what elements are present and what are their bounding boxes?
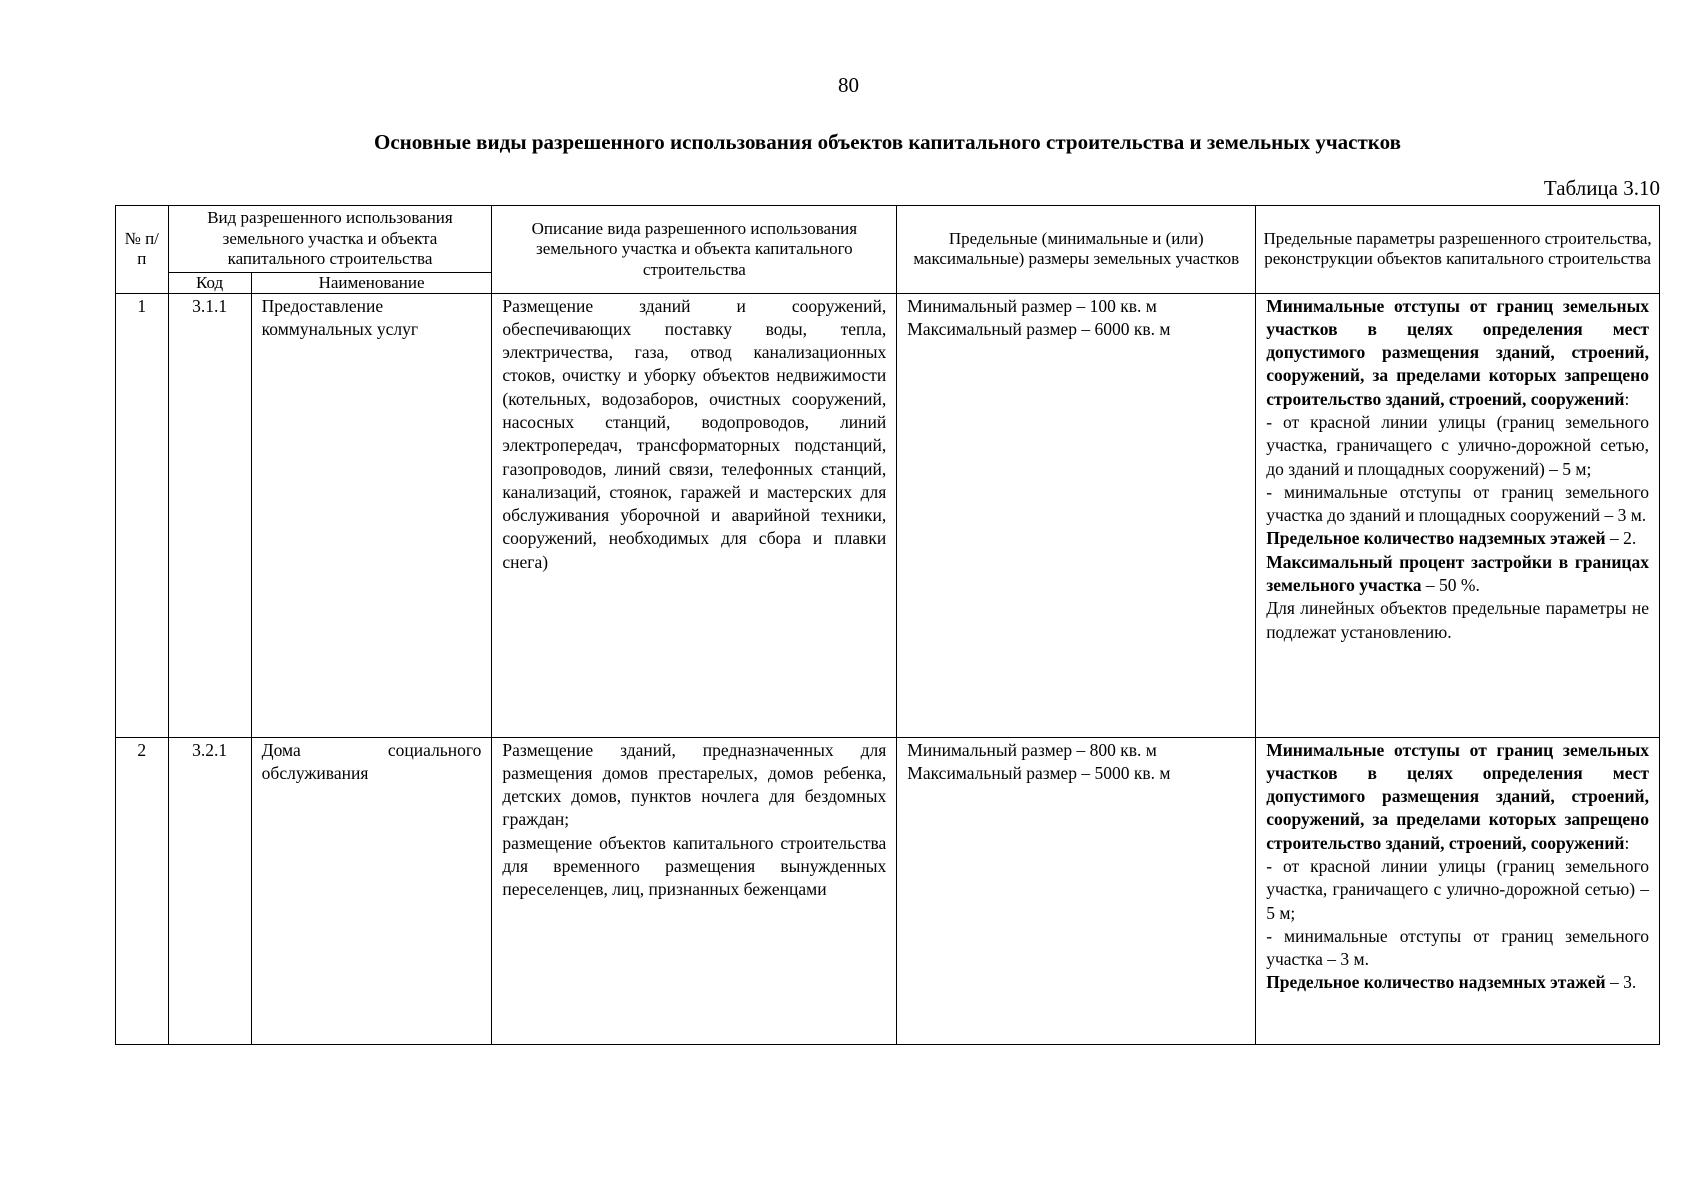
table-row bbox=[116, 737, 1660, 1044]
param-otstupy-label: Минимальные отступы от границ земельных участков в целях определения мест допустимого размещения зданий, строений, сооружений, за пределами которых запрещено строительство зданий, строений, сооружений bbox=[1266, 295, 1649, 409]
cell-num: 1 bbox=[116, 293, 169, 737]
header-num: № п/п bbox=[116, 206, 169, 294]
cell-razmery bbox=[897, 737, 1256, 1044]
param-etazhi-label: Предельное количество надземных этажей bbox=[1266, 972, 1606, 993]
razmer-max: Максимальный размер – 5000 кв. м bbox=[907, 762, 1171, 783]
param-etazhi-value: – 2. bbox=[1605, 528, 1637, 549]
cell-razmery bbox=[897, 293, 1256, 737]
opisanie-part-1: Размещение зданий, предназначенных для размещения домов престарелых, домов ребенка, детских домов, пунктов ночлега для бездомных граждан; bbox=[502, 739, 887, 830]
cell-opisanie bbox=[492, 737, 897, 1044]
table-row bbox=[116, 293, 1660, 737]
cell-kod: 3.2.1 bbox=[168, 737, 251, 1044]
param-otstupy bbox=[1266, 739, 1649, 855]
razmer-max: Максимальный размер – 6000 кв. м bbox=[907, 318, 1171, 339]
cell-kod: 3.1.1 bbox=[168, 293, 251, 737]
param-otstupy-label: Минимальные отступы от границ земельных участков в целях определения мест допустимого размещения зданий, строений, сооружений, за пределами которых запрещено строительство зданий, строений, сооружений bbox=[1266, 739, 1649, 853]
param-item-red-line: - от красной линии улицы (границ земельного участка, граничащего с улично-дорожной сетью, до зданий и площадных сооружений) – 5 м; bbox=[1266, 411, 1649, 479]
razmer-min: Минимальный размер – 100 кв. м bbox=[907, 295, 1157, 316]
param-otstupy-colon: : bbox=[1624, 388, 1630, 409]
param-procent-label: Максимальный процент застройки в границах земельного участка bbox=[1266, 551, 1649, 596]
param-item-min-otstup: - минимальные отступы от границ земельного участка – 3 м. bbox=[1266, 925, 1649, 970]
header-naim: Наименование bbox=[251, 272, 492, 293]
cell-opisanie: Размещение зданий и сооружений, обеспечивающих поставку воды, тепла, электричества, газа, отвод канализационных стоков, очистку и уборку объектов недвижимости (котельных, водозаборов, очистных сооружений, насосных станций, водопроводов, линий электропередач, трансформаторных подстанций, газопроводов, линий связи, телефонных станций, канализаций, стоянок, гаражей и мастерских для обслуживания уборочной и аварийной техники, сооружений, необходимых для сбора и плавки снега) bbox=[492, 293, 897, 737]
param-procent bbox=[1266, 551, 1649, 598]
param-etazhi bbox=[1266, 971, 1649, 994]
document-title: Основные виды разрешенного использования объектов капитального строительства и земельных участков bbox=[374, 130, 1401, 154]
param-item-red-line: - от красной линии улицы (границ земельного участка, граничащего с улично-дорожной сетью) – 5 м; bbox=[1266, 855, 1649, 923]
param-procent-value: – 50 %. bbox=[1421, 575, 1480, 596]
cell-parametry bbox=[1256, 293, 1660, 737]
cell-parametry bbox=[1256, 737, 1660, 1044]
cell-naim: Предоставление коммунальных услуг bbox=[251, 293, 492, 737]
param-etazhi-label: Предельное количество надземных этажей bbox=[1266, 528, 1606, 549]
param-lineynye: Для линейных объектов предельные параметры не подлежат установлению. bbox=[1266, 598, 1649, 642]
param-etazhi-value: – 3. bbox=[1605, 972, 1637, 993]
param-otstupy bbox=[1266, 295, 1649, 411]
header-opisanie: Описание вида разрешенного использования земельного участка и объекта капитального строительства bbox=[492, 206, 897, 294]
header-vid-group: Вид разрешенного использования земельного участка и объекта капитального строительства bbox=[168, 206, 492, 273]
cell-num: 2 bbox=[116, 737, 169, 1044]
table-caption: Таблица 3.10 bbox=[1543, 176, 1660, 200]
cell-naim: Дома социального обслуживания bbox=[251, 737, 492, 1044]
opisanie-part-2: размещение объектов капитального строительства для временного размещения вынужденных переселенцев, лиц, признанных беженцами bbox=[502, 832, 887, 900]
header-kod: Код bbox=[168, 272, 251, 293]
header-razmery: Предельные (минимальные и (или) максимальные) размеры земельных участков bbox=[897, 206, 1256, 294]
page-number: 80 bbox=[838, 73, 859, 97]
zoning-table bbox=[115, 205, 1660, 1045]
param-item-min-otstup: - минимальные отступы от границ земельного участка до зданий и площадных сооружений – 3 м. bbox=[1266, 481, 1649, 526]
header-parametry: Предельные параметры разрешенного строительства, реконструкции объектов капитального строительства bbox=[1256, 206, 1660, 294]
razmer-min: Минимальный размер – 800 кв. м bbox=[907, 739, 1157, 760]
param-otstupy-colon: : bbox=[1624, 832, 1630, 853]
table-header-row bbox=[116, 206, 1660, 273]
param-etazhi bbox=[1266, 527, 1649, 550]
